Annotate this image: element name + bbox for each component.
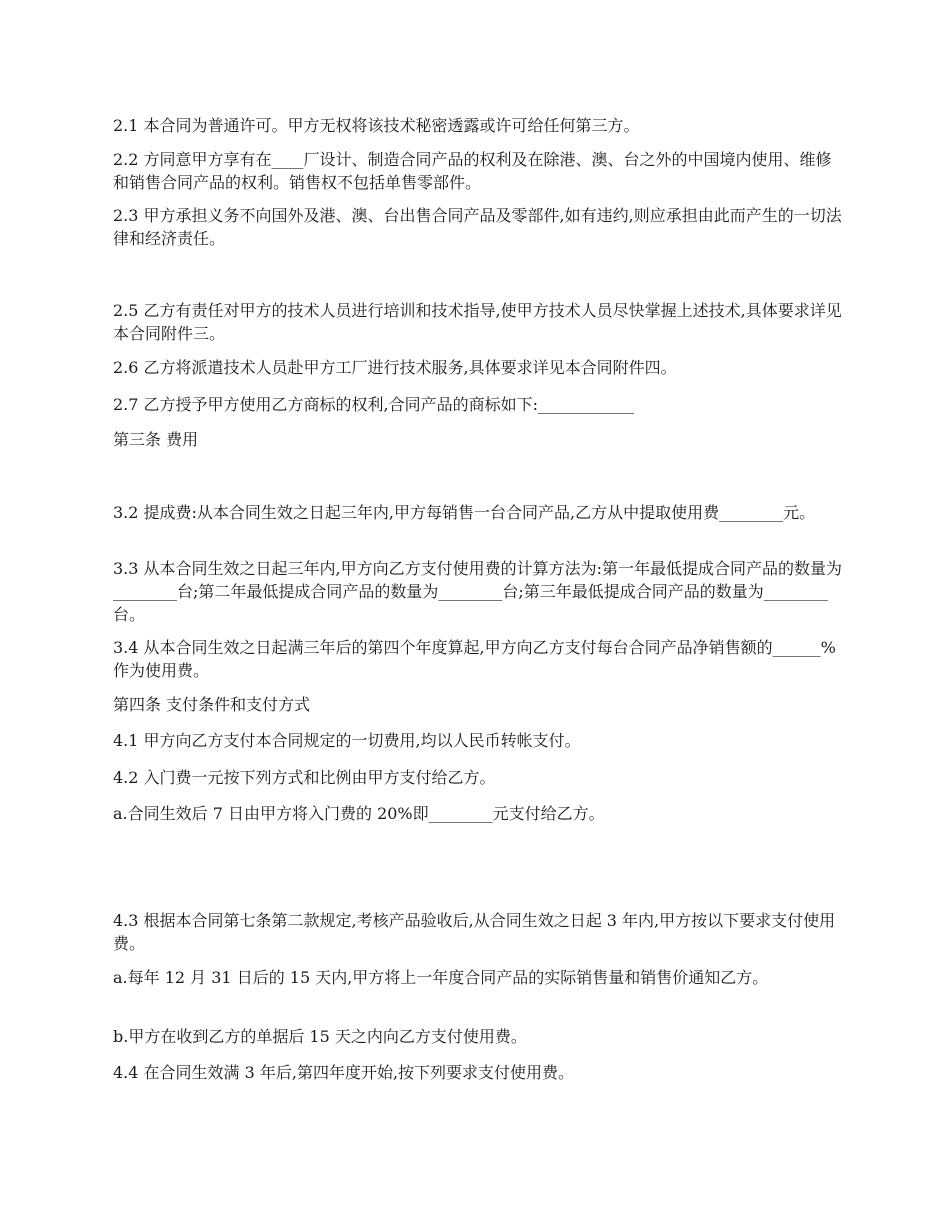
clause-2-7: 2.7 乙方授予甲方使用乙方商标的权利,合同产品的商标如下:____________ — [113, 395, 635, 414]
clause-2-6: 2.6 乙方将派遣技术人员赴甲方工厂进行技术服务,具体要求详见本合同附件四。 — [113, 358, 677, 377]
article-4-heading: 第四条 支付条件和支付方式 — [113, 695, 311, 714]
clause-4-1: 4.1 甲方向乙方支付本合同规定的一切费用,均以人民币转帐支付。 — [113, 731, 581, 750]
clause-3-3: 3.3 从本合同生效之日起三年内,甲方向乙方支付使用费的计算方法为:第一年最低提成合同产品的数量为________台;第二年最低提成合同产品的数量为________台;第三年最低提成合同产品的数量为________台。 — [113, 559, 843, 624]
clause-2-2: 2.2 方同意甲方享有在____厂设计、制造合同产品的权利及在除港、澳、台之外的中国境内使用、维修和销售合同产品的权利。销售权不包括单售零部件。 — [113, 150, 832, 192]
clause-4-2-a: a.合同生效后 7 日由甲方将入门费的 20%即________元支付给乙方。 — [113, 804, 605, 823]
clause-2-3: 2.3 甲方承担义务不向国外及港、澳、台出售合同产品及零部件,如有违约,则应承担由此而产生的一切法律和经济责任。 — [113, 206, 842, 248]
clause-3-4: 3.4 从本合同生效之日起满三年后的第四个年度算起,甲方向乙方支付每台合同产品净销售额的______%作为使用费。 — [113, 638, 836, 680]
clause-2-1: 2.1 本合同为普通许可。甲方无权将该技术秘密透露或许可给任何第三方。 — [113, 116, 640, 135]
clause-4-3-b: b.甲方在收到乙方的单据后 15 天之内向乙方支付使用费。 — [113, 1027, 527, 1046]
clause-4-3-a: a.每年 12 月 31 日后的 15 天内,甲方将上一年度合同产品的实际销售量和销售价通知乙方。 — [113, 968, 769, 987]
article-3-heading: 第三条 费用 — [113, 430, 199, 449]
clause-3-2: 3.2 提成费:从本合同生效之日起三年内,甲方每销售一台合同产品,乙方从中提取使用费________元。 — [113, 503, 816, 522]
clause-4-2: 4.2 入门费一元按下列方式和比例由甲方支付给乙方。 — [113, 768, 496, 787]
clause-2-5: 2.5 乙方有责任对甲方的技术人员进行培训和技术指导,使甲方技术人员尽快掌握上述技术,具体要求详见本合同附件三。 — [113, 301, 842, 343]
clause-4-3: 4.3 根据本合同第七条第二款规定,考核产品验收后,从合同生效之日起 3 年内,甲方按以下要求支付使用费。 — [113, 911, 836, 953]
clause-4-4: 4.4 在合同生效满 3 年后,第四年度开始,按下列要求支付使用费。 — [113, 1063, 575, 1082]
